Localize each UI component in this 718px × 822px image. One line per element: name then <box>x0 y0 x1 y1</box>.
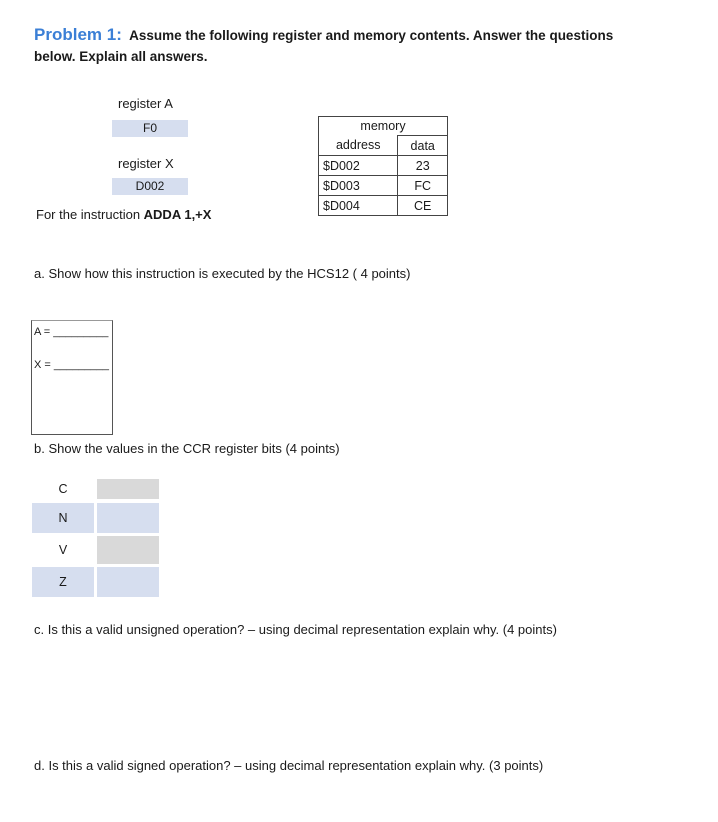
answer-box[interactable] <box>31 320 113 435</box>
memory-address: $D004 <box>319 196 398 216</box>
memory-col-address: address <box>319 136 398 156</box>
register-a-label: register A <box>118 96 173 111</box>
ccr-bit-z-value[interactable] <box>97 567 159 597</box>
answer-x-line: X = _________ <box>34 359 109 371</box>
memory-data: FC <box>398 176 448 196</box>
memory-address: $D002 <box>319 156 398 176</box>
memory-title: memory <box>319 117 448 136</box>
problem-heading <box>34 24 684 67</box>
memory-address: $D003 <box>319 176 398 196</box>
question-c: c. Is this a valid unsigned operation? – using decimal representation explain why. (4 points) <box>34 622 557 637</box>
ccr-bit-z-label: Z <box>32 567 94 597</box>
instruction-line <box>36 207 211 222</box>
problem-intro-cont: below. Explain all answers. <box>34 49 208 64</box>
question-b: b. Show the values in the CCR register bits (4 points) <box>34 441 340 456</box>
problem-number: Problem 1: <box>34 25 122 44</box>
ccr-bit-c-value[interactable] <box>97 479 159 499</box>
ccr-bit-n-value[interactable] <box>97 503 159 533</box>
ccr-bit-n-label: N <box>32 503 94 533</box>
problem-intro: Assume the following register and memory contents. Answer the questions <box>129 28 614 43</box>
memory-data: 23 <box>398 156 448 176</box>
register-a-value: F0 <box>112 120 188 137</box>
memory-col-data: data <box>398 136 448 156</box>
ccr-table <box>32 479 160 599</box>
memory-table <box>318 116 448 216</box>
register-x-label: register X <box>118 156 174 171</box>
memory-data: CE <box>398 196 448 216</box>
question-a: a. Show how this instruction is executed by the HCS12 ( 4 points) <box>34 266 411 281</box>
instruction-code: ADDA 1,+X <box>143 207 212 222</box>
ccr-bit-c-label: C <box>32 479 94 499</box>
ccr-bit-v-label: V <box>32 536 94 564</box>
answer-a-line: A = _________ <box>34 326 109 338</box>
instruction-prefix: For the instruction <box>36 207 144 222</box>
question-d: d. Is this a valid signed operation? – using decimal representation explain why. (3 points) <box>34 758 544 773</box>
ccr-bit-v-value[interactable] <box>97 536 159 564</box>
register-x-value: D002 <box>112 178 188 195</box>
